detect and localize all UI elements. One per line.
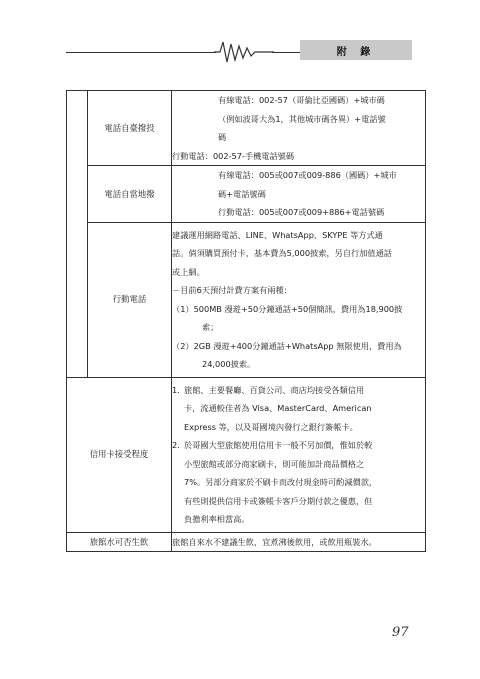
page-header [0,0,480,70]
content-line: 建議運用網路電話、LINE、WhatsApp、SKYPE 等方式通 [172,229,383,240]
content-line: 旅館自來水不建議生飲，宜煮沸後飲用，或飲用瓶裝水。 [172,536,377,547]
table-row [67,91,426,166]
row-label: 電話自臺撥投 [88,91,172,166]
heartbeat-icon [214,38,274,66]
header-rule-right [272,52,302,53]
table-row [67,222,426,377]
content-line: Express 等，以及哥國境內發行之銀行簽帳卡。 [184,421,358,432]
content-line: 卡，流通較佳者為 Visa、MasterCard、American [184,403,372,413]
info-table [66,90,426,552]
content-line: 或上網。 [172,266,205,277]
content-line: 行動電話：002-57-手機電話號碼 [172,150,295,161]
row-label: 電話自當地撥 [88,166,172,223]
content-line: （例如波哥大為1，其他城市碼各異）+電話號 [218,113,386,124]
list-item [172,381,425,437]
row-content [172,222,426,377]
row-content [172,166,426,223]
content-line: 碼+電話號碼 [218,188,266,199]
row-content [172,377,426,532]
list-number: 1. [172,384,180,395]
content-line: 24,000披索。 [202,359,256,369]
content-line: 碼 [218,132,227,142]
page-number: 97 [392,625,409,640]
content-line: （1）500MB 漫遊+50分鐘通話+50個簡訊，費用為18,900披 [172,303,403,314]
row-label: 信用卡接受程度 [67,377,172,532]
list-item [172,436,425,529]
content-line: 有些則提供信用卡或簽帳卡客戶分期付款之優惠，但 [184,495,373,506]
table-row [67,532,426,552]
content-line: 旅館、主要餐廳、百貨公司、商店均接受各類信用 [184,384,365,395]
row-label: 行動電話 [88,222,172,377]
content-line: 有線電話：005或007或009-886（國碼）+城市 [218,170,397,180]
section-tab: 附 錄 [300,40,412,60]
content-line: －目前6天預付計費方案有兩種： [172,285,292,295]
content-line: 小型旅館或部分商家刷卡，則可能加計商品價格之 [184,458,365,469]
category-cell [67,91,88,378]
table-row [67,166,426,223]
table-row [67,377,426,532]
content-line: 行動電話：005或007或009+886+電話號碼 [218,207,385,217]
content-line: 7%。另部分商家於不刷卡而改付現金時可酌減價款， [184,477,378,487]
list-number: 2. [172,440,180,450]
content-line: 索； [202,322,219,332]
content-line: 話。倘須購買預付卡，基本費為5,000披索，另自行加值通話 [172,248,392,258]
row-label: 旅館水可否生飲 [67,532,172,552]
content-line: 有線電話：002-57（哥倫比亞國碼）+城市碼 [218,95,385,105]
row-content [172,532,426,552]
header-rule-left [66,52,216,53]
row-content [172,91,426,166]
content-line: 於哥國大型旅館使用信用卡一般不另加價，惟如於較 [184,440,373,450]
content-line: （2）2GB 漫遊+400分鐘通話+WhatsApp 無限使用，費用為 [172,340,402,351]
content-line: 負擔利率相當高。 [184,514,250,524]
